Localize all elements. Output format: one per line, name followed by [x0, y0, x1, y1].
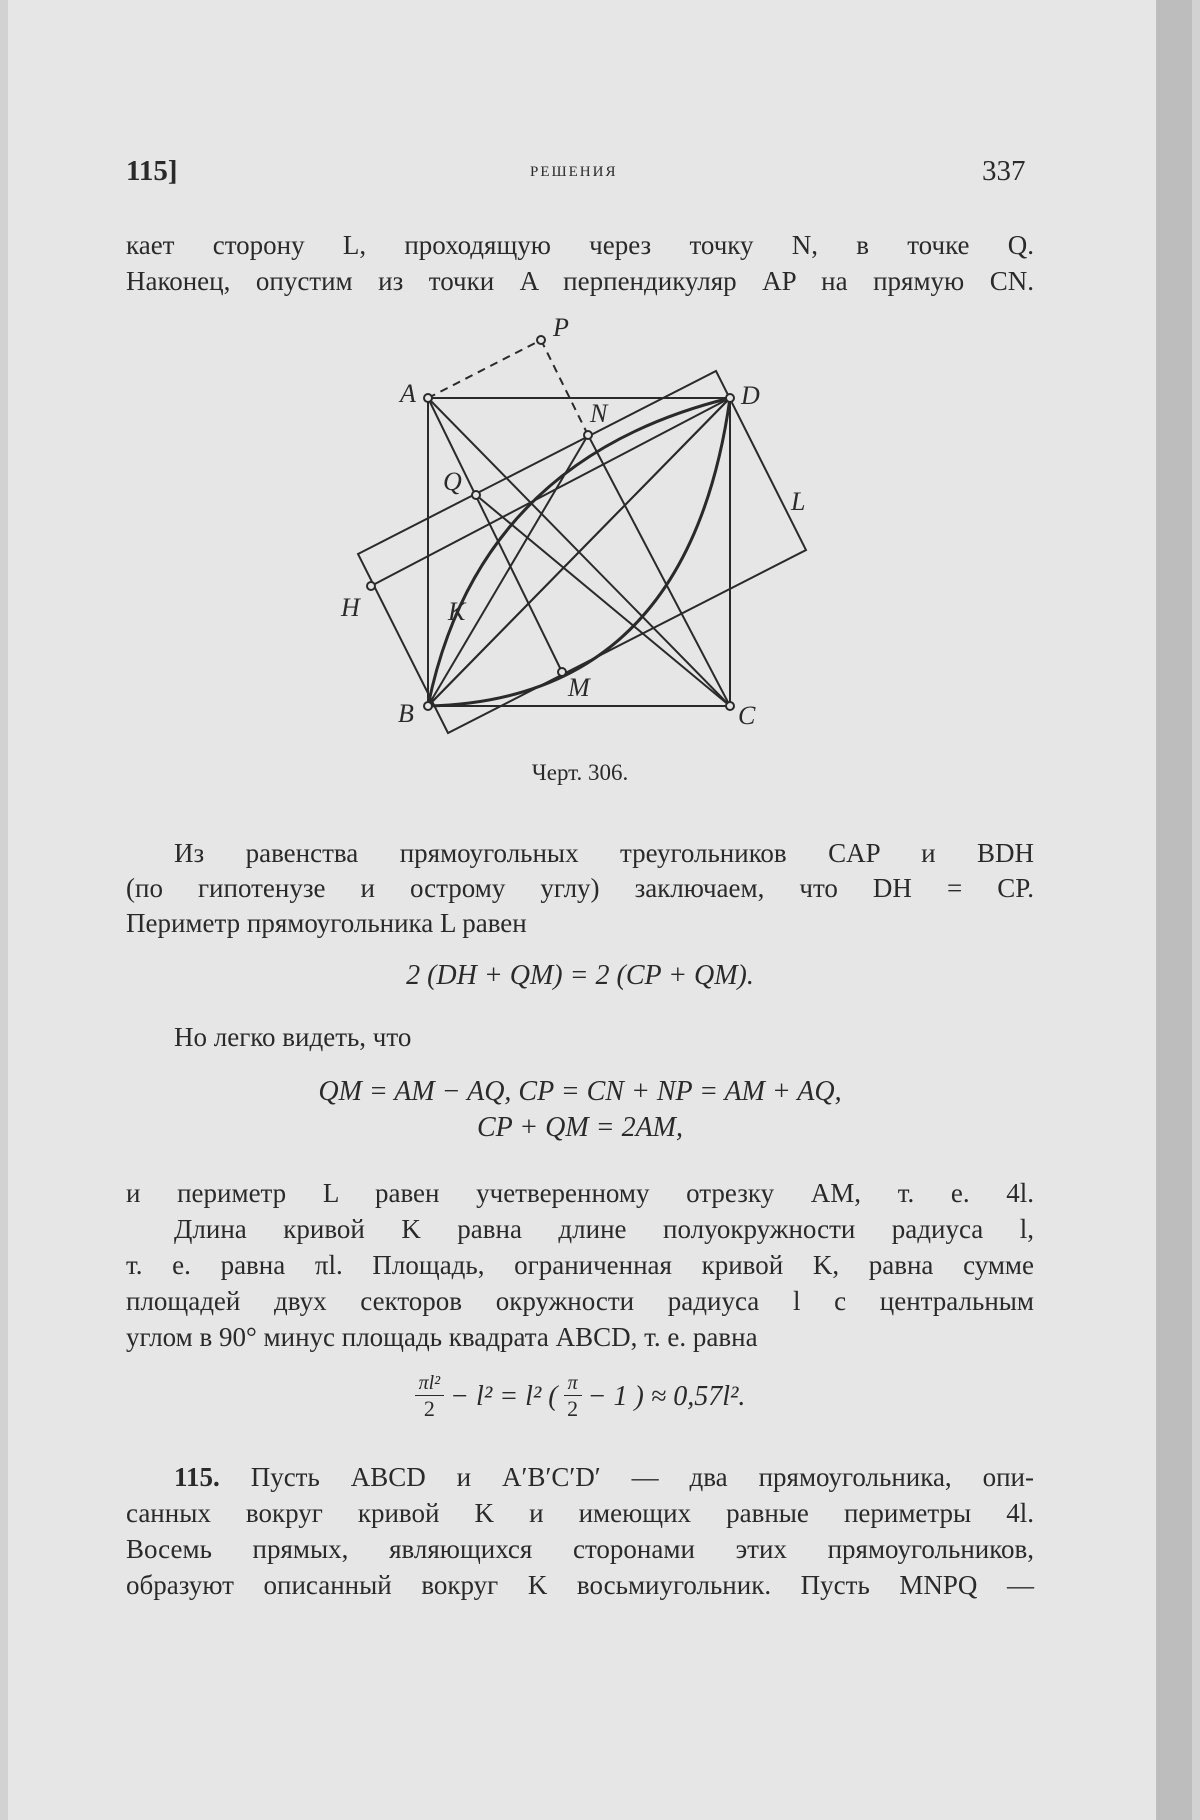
section-number: 115] — [126, 155, 178, 187]
fraction-numerator: πl² — [415, 1372, 445, 1396]
line-cn — [588, 435, 730, 706]
label-k: K — [448, 597, 466, 626]
point-n — [584, 431, 592, 439]
figure-caption: Черт. 306. — [531, 760, 629, 785]
formula-middle: − l² = l² ( — [450, 1381, 558, 1412]
fraction-pi-l2 — [415, 1372, 445, 1422]
paragraph4-line-3: площадей двух секторов окружности радиуса l с центральным — [126, 1286, 1034, 1316]
running-title: РЕШЕНИЯ — [530, 164, 618, 180]
intro-line-1: кает сторону L, проходящую через точку N, в точке Q. — [126, 230, 1034, 260]
label-m: M — [568, 673, 590, 702]
paragraph3: и периметр L равен учетверенному отрезку AM, т. е. 4l. — [126, 1178, 1034, 1208]
paragraph4-line-4: углом в 90° минус площадь квадрата ABCD, т. е. равна — [126, 1322, 758, 1352]
problem-line-2: санных вокруг кривой K и имеющих равные периметры 4l. — [126, 1498, 1034, 1528]
page-number: 337 — [982, 155, 1026, 187]
label-c: C — [738, 701, 756, 730]
problem-line-4: образуют описанный вокруг K восьмиугольник. Пусть MNPQ — — [126, 1570, 1034, 1600]
book-page — [8, 0, 1192, 1820]
paragraph2: Но легко видеть, что — [174, 1022, 412, 1052]
formula-sum: CP + QM = 2AM, — [476, 1112, 684, 1143]
problem-number: 115. — [174, 1462, 220, 1492]
line-ap — [428, 340, 541, 398]
paragraph1-line-2: (по гипотенузе и острому углу) заключаем, что DH = CP. — [126, 873, 1034, 903]
label-q: Q — [443, 467, 462, 496]
formula-qm-cp: QM = AM − AQ, CP = CN + NP = AM + AQ, — [318, 1076, 842, 1107]
point-p — [537, 336, 545, 344]
intro-line-2: Наконец, опустим из точки A перпендикуляр AP на прямую CN. — [126, 266, 1034, 296]
formula-area — [126, 1372, 1034, 1422]
fraction-denominator: 2 — [423, 1396, 435, 1421]
point-a — [424, 394, 432, 402]
point-q — [472, 491, 480, 499]
problem-line-1-text: Пусть ABCD и A′B′C′D′ — два прямоугольника, опи- — [250, 1462, 1034, 1492]
formula-perimeter: 2 (DH + QM) = 2 (CP + QM). — [406, 960, 754, 991]
fraction-two: 2 — [567, 1396, 579, 1421]
fraction-pi-2 — [564, 1372, 582, 1422]
label-l: L — [791, 487, 806, 516]
paragraph1-line-1: Из равенства прямоугольных треугольников CAP и BDH — [174, 838, 1034, 868]
paragraph1-line-3: Периметр прямоугольника L равен — [126, 908, 527, 938]
paragraph4-line-1: Длина кривой K равна длине полуокружности радиуса l, — [174, 1214, 1034, 1244]
label-h: H — [341, 593, 360, 622]
point-m — [558, 668, 566, 676]
line-pn — [541, 340, 588, 435]
fraction-pi: π — [564, 1372, 582, 1396]
label-b: B — [398, 699, 414, 728]
label-n: N — [590, 399, 608, 428]
label-a: A — [400, 379, 416, 408]
point-b — [424, 702, 432, 710]
problem-line-1 — [126, 1460, 1034, 1494]
geometry-figure — [8, 0, 1192, 760]
label-p: P — [553, 313, 569, 342]
point-h — [367, 582, 375, 590]
point-c — [726, 702, 734, 710]
label-d: D — [741, 381, 760, 410]
formula-end: − 1 ) ≈ 0,57l². — [587, 1381, 746, 1412]
point-d — [726, 394, 734, 402]
paragraph4-line-2: т. е. равна πl. Площадь, ограниченная кривой K, равна сумме — [126, 1250, 1034, 1280]
problem-line-3: Восемь прямых, являющихся сторонами этих прямоугольников, — [126, 1534, 1034, 1564]
